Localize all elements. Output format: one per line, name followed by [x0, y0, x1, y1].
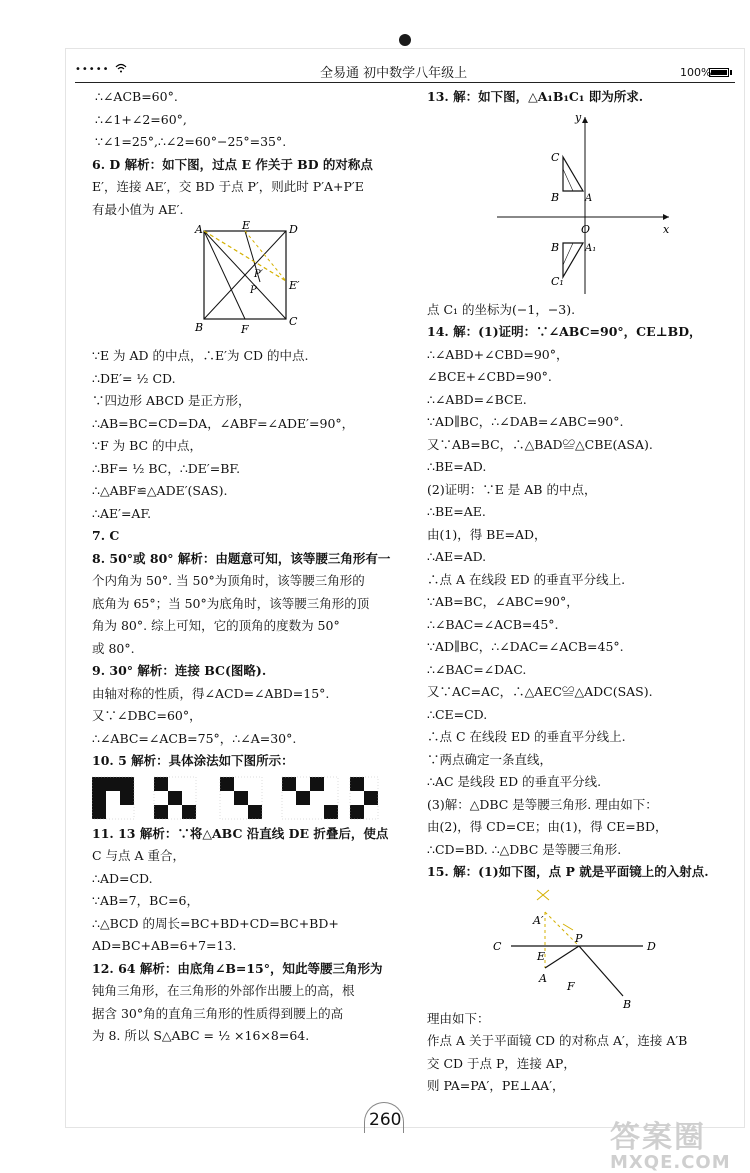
text-line: ∴AB=BC=CD=DA，∠ABF=∠ADE′=90°，: [92, 415, 355, 431]
question-14: 14. 解：(1)证明：∵∠ABC=90°，CE⊥BD，: [427, 324, 702, 339]
axis-y-label: y: [575, 110, 582, 124]
text-line: ∴AE=AD.: [427, 549, 487, 564]
text-line: ∵∠1=25°,∴∠2=60°−25°=35°.: [95, 134, 287, 149]
camera-dot: [399, 34, 411, 46]
watermark: [610, 1112, 731, 1173]
label-F: F: [241, 323, 249, 336]
question-8: 8. 50°或 80° 解析：由题意可知，该等腰三角形有一: [92, 550, 391, 566]
text-line: AD=BC+AB=6+7=13.: [92, 938, 237, 953]
text-line: ∵四边形 ABCD 是正方形，: [92, 393, 251, 408]
label-D: D: [289, 223, 298, 236]
question-12: 12. 64 解析：由底角∠B=15°，知此等腰三角形为: [92, 960, 383, 976]
square-figure: [92, 221, 392, 345]
text-line: ∴CE=CD.: [427, 706, 488, 722]
text-line: ∵F 为 BC 的中点，: [92, 438, 203, 453]
label-A: A: [539, 971, 547, 985]
label-C1: C₁: [551, 274, 564, 288]
question-13: 13. 解：如下图，△A₁B₁C₁ 即为所求.: [427, 89, 644, 104]
label-F: F: [567, 979, 575, 993]
right-column: [427, 86, 737, 1098]
text-line: 又∵∠DBC=60°，: [92, 708, 202, 723]
text-line: 由(2)，得 CD=CE；由(1)，得 CE=BD，: [427, 819, 668, 834]
text-line: 点 C₁ 的坐标为(−1，−3).: [427, 301, 576, 317]
text-line: ∴△ABF≌△ADE′(SAS).: [92, 483, 228, 498]
question-7: 7. C: [92, 528, 120, 543]
status-bar: [75, 62, 735, 82]
label-E: E: [537, 949, 546, 963]
wifi-icon: [115, 62, 127, 76]
question-9: 9. 30° 解析：连接 BC(图略).: [92, 663, 267, 678]
text-line: ∴∠BAC=∠DAC.: [427, 661, 527, 677]
text-line: 个内角为 50°. 当 50°为顶角时，该等腰三角形的: [92, 573, 365, 588]
label-A: A: [195, 223, 203, 236]
text-line: ∵AB=7，BC=6，: [92, 893, 200, 908]
text-line: ∴∠BAC=∠ACB=45°.: [427, 616, 559, 632]
axis-x-label: x: [663, 222, 670, 236]
label-E: E: [242, 221, 251, 232]
text-line: 或 80°.: [92, 640, 135, 656]
label-E-prime: E′: [289, 279, 300, 292]
text-line: 据含 30°角的直角三角形的性质得到腰上的高: [92, 1005, 344, 1021]
text-line: ∴AC 是线段 ED 的垂直平分线.: [427, 774, 602, 789]
label-P: P: [575, 931, 583, 945]
text-line: 又∵AB=BC，∴△BAD≌△CBE(ASA).: [427, 436, 653, 452]
text-line: (3)解：△DBC 是等腰三角形. 理由如下：: [427, 796, 658, 812]
text-line: 由轴对称的性质，得∠ACD=∠ABD=15°.: [92, 685, 330, 701]
watermark-logo: 答案圈: [610, 1120, 706, 1155]
text-line: 为 8. 所以 S△ABC = ½ ×16×8=64.: [92, 1028, 310, 1043]
coordinate-figure: [427, 109, 737, 299]
label-P: P: [250, 285, 257, 296]
text-line: ∴∠ABD=∠BCE.: [427, 391, 527, 407]
text-line: ∴BE=AE.: [427, 504, 486, 519]
label-A1: A₁: [585, 242, 597, 254]
text-line: ∠BCE+∠CBD=90°.: [427, 369, 552, 384]
text-line: 又∵AC=AC，∴△AEC≌△ADC(SAS).: [427, 684, 653, 699]
question-11: 11. 13 解析：∵将△ABC 沿直线 DE 折叠后，使点: [92, 825, 389, 841]
text-line: ∵两点确定一条直线，: [427, 751, 553, 767]
text-line: ∵E 为 AD 的中点，∴E′为 CD 的中点.: [92, 348, 309, 363]
text-line: ∴∠ACB=60°.: [95, 89, 178, 104]
label-P-prime: P′: [254, 269, 263, 280]
text-line: C 与点 A 重合，: [92, 848, 186, 863]
text-line: 理由如下：: [427, 1010, 490, 1026]
text-line: ∴点 A 在线段 ED 的垂直平分线上.: [427, 571, 626, 587]
text-line: ∵AD∥BC，∴∠DAB=∠ABC=90°.: [427, 414, 624, 429]
text-line: ∴BF= ½ BC，∴DE′=BF.: [92, 460, 241, 476]
label-A: A: [585, 192, 593, 204]
question-15: 15. 解：(1)如下图，点 P 就是平面镜上的入射点.: [427, 864, 709, 879]
text-line: 底角为 65°；当 50°为底角时，该等腰三角形的顶: [92, 595, 370, 611]
header-rule: [75, 82, 735, 83]
text-line: ∴∠ABD+∠CBD=90°，: [427, 346, 569, 362]
battery-icon: [709, 68, 729, 77]
mirror-figure: [427, 884, 737, 1008]
text-line: (2)证明：∵E 是 AB 的中点，: [427, 481, 597, 497]
signal-icon: •••••: [75, 64, 110, 75]
text-line: ∴AE′=AF.: [92, 505, 152, 521]
watermark-url: MXQE.COM: [610, 1152, 731, 1173]
label-B: B: [195, 321, 204, 334]
text-line: ∴点 C 在线段 ED 的垂直平分线上.: [427, 729, 626, 744]
grid-coloring-figure: [92, 773, 392, 823]
text-line: ∴DE′= ½ CD.: [92, 370, 176, 386]
text-line: ∴△BCD 的周长=BC+BD+CD=BC+BD+: [92, 915, 339, 931]
text-line: 交 CD 于点 P，连接 AP，: [427, 1055, 576, 1071]
text-line: ∴∠1+∠2=60°,: [95, 111, 187, 127]
battery-percent: 100%: [680, 66, 712, 79]
label-B: B: [551, 190, 560, 204]
text-line: 由(1)，得 BE=AD，: [427, 526, 547, 542]
text-line: E′，连接 AE′，交 BD 于点 P′，则此时 P′A+P′E: [92, 179, 364, 194]
question-6: 6. D 解析：如下图，过点 E 作关于 BD 的对称点: [92, 156, 373, 172]
text-line: ∵AD∥BC，∴∠DAC=∠ACB=45°.: [427, 639, 624, 654]
label-C: C: [551, 150, 560, 164]
text-line: ∴CD=BD. ∴△DBC 是等腰三角形.: [427, 841, 622, 857]
page-header-title: 全易通 初中数学八年级上: [320, 66, 468, 81]
label-C: C: [289, 315, 298, 328]
text-line: 钝角三角形，在三角形的外部作出腰上的高，根: [92, 983, 355, 998]
page-number: 260: [369, 1110, 402, 1130]
text-line: 有最小值为 AE′.: [92, 201, 184, 217]
text-line: ∵AB=BC，∠ABC=90°，: [427, 594, 579, 609]
question-10: 10. 5 解析：具体涂法如下图所示：: [92, 753, 294, 768]
label-C: C: [493, 939, 502, 953]
text-line: ∴BE=AD.: [427, 459, 487, 474]
text-line: ∴AD=CD.: [92, 870, 153, 886]
battery-tip: [730, 70, 732, 75]
text-line: 作点 A 关于平面镜 CD 的对称点 A′，连接 A′B: [427, 1033, 688, 1048]
label-B: B: [623, 997, 632, 1008]
text-line: ∴∠ABC=∠ACB=75°，∴∠A=30°.: [92, 730, 297, 746]
label-D: D: [647, 939, 656, 953]
origin-label: O: [581, 222, 591, 236]
text-line: 角为 80°. 综上可知，它的顶角的度数为 50°: [92, 618, 340, 633]
left-column: [92, 86, 392, 1048]
text-line: 则 PA=PA′，PE⊥AA′，: [427, 1078, 565, 1093]
label-B1: B: [551, 240, 560, 254]
label-A-prime: A′: [533, 913, 544, 927]
